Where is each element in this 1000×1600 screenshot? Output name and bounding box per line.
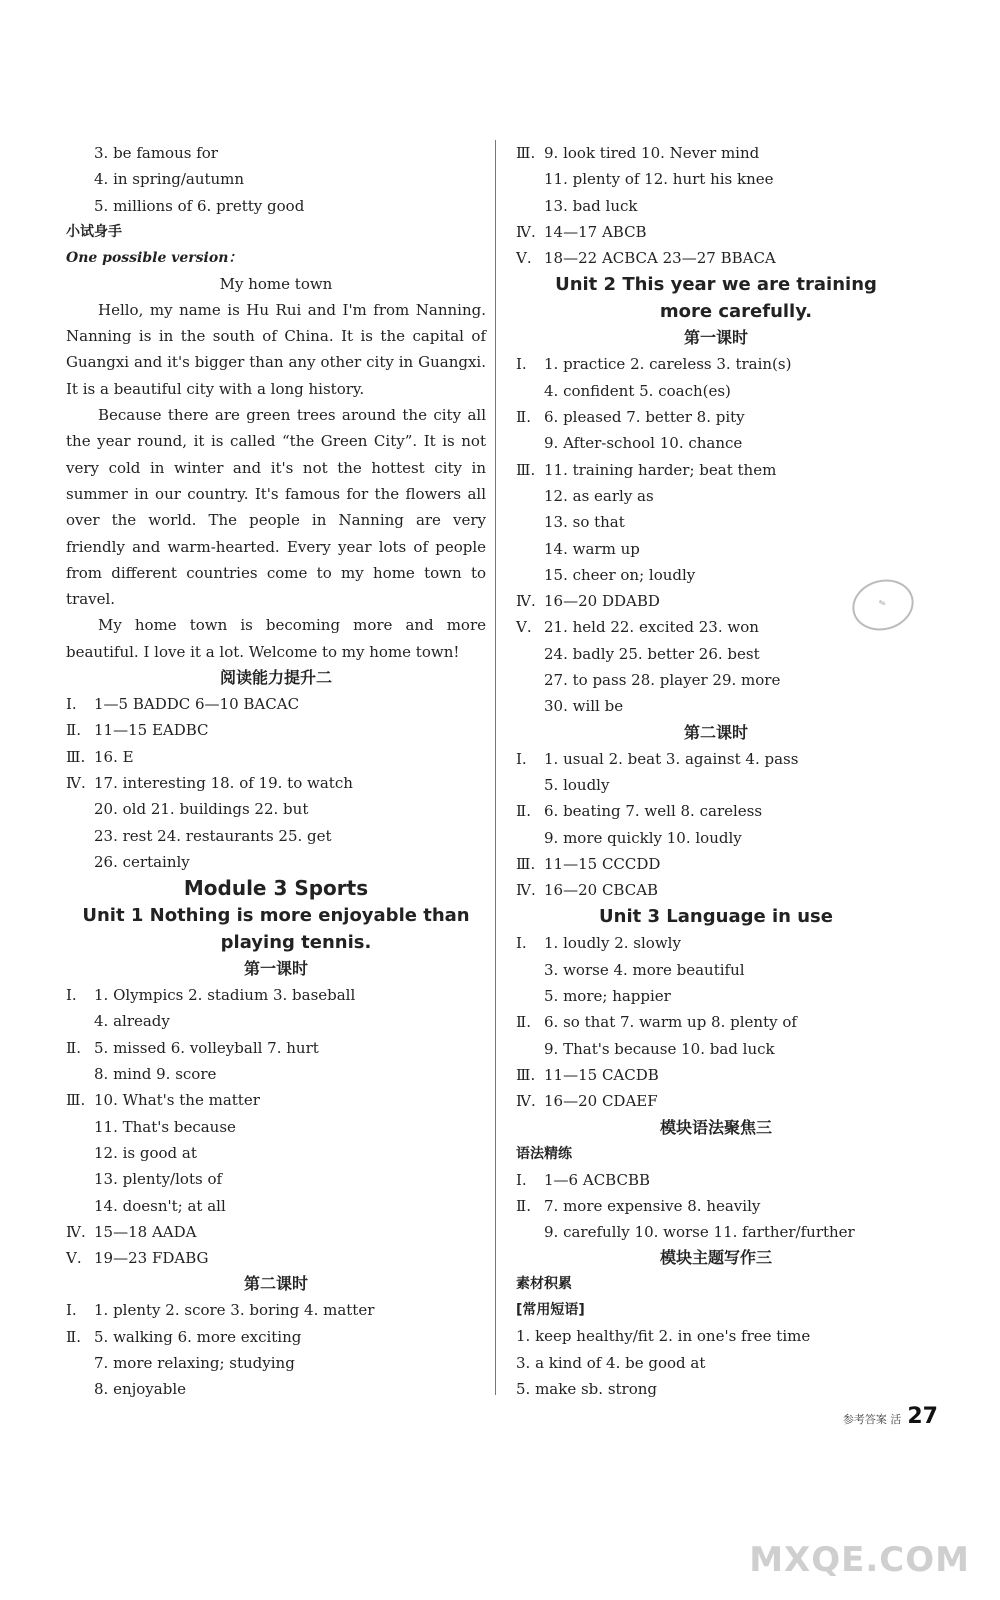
roman-numeral: Ⅳ.: [516, 592, 536, 611]
lesson-answers: [516, 746, 916, 904]
answer-line: [66, 744, 486, 770]
answer-text: 6. beating 7. well 8. careless: [544, 802, 763, 821]
answer-text: 1. plenty 2. score 3. boring 4. matter: [94, 1301, 375, 1320]
answer-line: [66, 1350, 486, 1376]
roman-numeral: Ⅱ.: [516, 1196, 531, 1215]
answer-line: [516, 1088, 916, 1114]
answer-text: 11—15 EADBC: [94, 721, 209, 740]
lesson-answers: [66, 982, 486, 1271]
answer-line: [516, 930, 916, 956]
answer-text: 17. interesting 18. of 19. to watch: [94, 773, 353, 792]
module-title: Module 3 Sports: [183, 876, 369, 901]
roman-numeral: Ⅱ.: [516, 1013, 531, 1032]
section-label: 素材积累: [516, 1276, 572, 1293]
answer-line: [516, 193, 916, 219]
answer-text: 14. doesn't; at all: [94, 1196, 226, 1215]
roman-numeral: Ⅰ.: [516, 355, 527, 374]
answer-line: [66, 796, 486, 822]
section-label: 小试身手: [66, 223, 122, 240]
roman-numeral: Ⅱ.: [66, 1327, 81, 1346]
answer-line: [66, 1166, 486, 1192]
answer-line: 3. be famous for: [94, 144, 218, 162]
answer-text: 7. more expensive 8. heavily: [544, 1196, 761, 1215]
roman-numeral: Ⅰ.: [516, 749, 527, 768]
answer-line: [516, 562, 916, 588]
essay-paragraph: Because there are green trees around the city all the year round, it is called “the Green City”. It is not very cold in winter and it's not the hottest city in summer in our country. It's famous for the flowers all over the world. The people in Nanning are very friendly and warm-hearted. Every year lots of people from different countries come to my home town to travel.: [66, 406, 486, 609]
answer-line: [66, 1376, 486, 1402]
answer-text: 6. so that 7. warm up 8. plenty of: [544, 1013, 797, 1032]
column-divider: [495, 140, 496, 1395]
answer-line: [66, 823, 486, 849]
unit-title-cont: more carefully.: [659, 301, 813, 323]
answer-line: [66, 1114, 486, 1140]
answer-text: 1. practice 2. careless 3. train(s): [544, 355, 792, 374]
unit-title: Unit 2 This year we are training: [555, 274, 877, 296]
answer-text: 16—20 DDABD: [544, 592, 660, 611]
answer-line: [66, 770, 486, 796]
answer-text: 5. walking 6. more exciting: [94, 1327, 302, 1346]
roman-numeral: Ⅴ.: [516, 618, 532, 637]
answer-line: [516, 851, 916, 877]
answer-text: 9. look tired 10. Never mind: [544, 144, 760, 162]
answer-text: 5. missed 6. volleyball 7. hurt: [94, 1038, 319, 1057]
lesson-answers: [516, 351, 916, 719]
answer-text: 27. to pass 28. player 29. more: [544, 671, 781, 690]
answer-text: 9. carefully 10. worse 11. farther/further: [544, 1223, 855, 1242]
answer-text: 16. E: [94, 747, 134, 766]
answer-line: [516, 983, 916, 1009]
answer-line: [66, 1297, 486, 1323]
answer-line: [66, 717, 486, 743]
answer-line: [516, 641, 916, 667]
roman-numeral: Ⅳ.: [516, 881, 536, 900]
answer-text: 3. worse 4. more beautiful: [544, 960, 745, 979]
unit-title: Unit 1 Nothing is more enjoyable than: [82, 905, 470, 927]
roman-numeral: Ⅰ.: [66, 695, 77, 714]
answer-line: [66, 1061, 486, 1087]
answer-line: [516, 1193, 916, 1219]
roman-numeral: Ⅲ.: [516, 460, 536, 479]
unit-title-cont: playing tennis.: [220, 932, 372, 954]
answer-line: [516, 430, 916, 456]
section-title: 阅读能力提升二: [219, 668, 332, 688]
page-footer: [843, 1404, 938, 1429]
roman-numeral: Ⅴ.: [66, 1249, 82, 1268]
page-number: 27: [907, 1404, 938, 1429]
answer-line: [516, 1219, 916, 1245]
roman-numeral: Ⅲ.: [516, 144, 536, 162]
lesson-title: 第一课时: [683, 328, 748, 348]
stamp-mark: ✎: [847, 573, 920, 637]
answer-text: 11. training harder; beat them: [544, 460, 777, 479]
answer-line: 4. in spring/autumn: [94, 170, 245, 189]
roman-numeral: Ⅱ.: [516, 408, 531, 427]
answer-text: 1. loudly 2. slowly: [544, 934, 681, 953]
answer-text: 16—20 CBCAB: [544, 881, 659, 900]
answer-line: [516, 693, 916, 719]
answer-line: [516, 667, 916, 693]
lesson-title: 第二课时: [243, 1274, 308, 1294]
essay-title: My home town: [219, 274, 333, 293]
answer-line: [516, 509, 916, 535]
essay-paragraph: Hello, my name is Hu Rui and I'm from Nanning. Nanning is in the south of China. It is the capital of Guangxi and it's bigger than any other city in Guangxi. It is a beautiful city with a long history.: [66, 300, 486, 398]
answer-text: 9. That's because 10. bad luck: [544, 1039, 775, 1058]
roman-numeral: Ⅳ.: [516, 1092, 536, 1111]
answer-line: [66, 1035, 486, 1061]
answer-text: 5. more; happier: [544, 987, 671, 1006]
answer-text: 5. loudly: [544, 775, 610, 794]
lesson-title: 第一课时: [243, 959, 308, 979]
answer-text: 1. usual 2. beat 3. against 4. pass: [544, 749, 799, 768]
footer-label: 参考答案: [842, 1413, 887, 1426]
answer-line: [516, 245, 916, 271]
answer-text: 4. confident 5. coach(es): [544, 381, 731, 400]
answer-line: [516, 957, 916, 983]
answer-line: [516, 457, 916, 483]
answer-text: 11—15 CCCDD: [544, 854, 661, 873]
answer-line: [516, 825, 916, 851]
answer-text: 8. enjoyable: [94, 1380, 186, 1399]
roman-numeral: Ⅰ.: [66, 1301, 77, 1320]
answer-line: [516, 166, 916, 192]
answer-text: 26. certainly: [94, 852, 190, 871]
answer-line: [66, 982, 486, 1008]
answer-line: [516, 351, 916, 377]
lesson-title: 第二课时: [683, 722, 748, 742]
answer-text: 12. as early as: [544, 486, 654, 505]
answer-line: 5. millions of 6. pretty good: [94, 196, 305, 215]
roman-numeral: Ⅲ.: [516, 1065, 536, 1084]
phrase-line: 1. keep healthy/fit 2. in one's free time: [516, 1327, 811, 1346]
answer-text: 7. more relaxing; studying: [94, 1353, 295, 1372]
answer-text: 23. rest 24. restaurants 25. get: [94, 826, 332, 845]
answer-text: 14. warm up: [544, 539, 640, 558]
answer-line: [66, 1324, 486, 1350]
roman-numeral: Ⅳ.: [66, 1222, 86, 1241]
phrases-label: [常用短语]: [516, 1302, 585, 1319]
roman-numeral: Ⅱ.: [66, 1038, 81, 1057]
section-title: 模块主题写作三: [659, 1248, 772, 1268]
answer-text: 15. cheer on; loudly: [544, 565, 696, 584]
answer-text: 1—6 ACBCBB: [544, 1170, 650, 1189]
answer-text: 24. badly 25. better 26. best: [544, 644, 760, 663]
answer-text: 11—15 CACDB: [544, 1065, 659, 1084]
answer-text: 12. is good at: [94, 1143, 197, 1162]
answer-text: 15—18 AADA: [94, 1222, 197, 1241]
answer-text: 6. pleased 7. better 8. pity: [544, 408, 745, 427]
roman-numeral: Ⅱ.: [516, 802, 531, 821]
answer-line: [516, 1062, 916, 1088]
footer-prefix: 活: [890, 1413, 902, 1426]
roman-numeral: Ⅳ.: [66, 773, 86, 792]
answer-text: 19—23 FDABG: [94, 1249, 209, 1268]
roman-numeral: Ⅰ.: [516, 934, 527, 953]
answer-line: [516, 378, 916, 404]
unit-answers: [516, 930, 916, 1114]
answer-text: 13. plenty/lots of: [94, 1170, 223, 1189]
answer-line: [66, 1219, 486, 1245]
answer-line: [516, 798, 916, 824]
phrase-line: 5. make sb. strong: [516, 1379, 658, 1398]
answer-text: 1—5 BADDC 6—10 BACAC: [94, 695, 300, 714]
section-label: 语法精练: [516, 1145, 572, 1162]
lesson-answers: [66, 1297, 486, 1402]
answer-text: 13. bad luck: [544, 196, 638, 215]
answer-line: [66, 1087, 486, 1113]
answer-line: [516, 140, 916, 166]
answer-text: 11. That's because: [94, 1117, 236, 1136]
answer-line: [66, 1193, 486, 1219]
reading-answers: [66, 691, 486, 875]
answer-text: 18—22 ACBCA 23—27 BBACA: [544, 249, 776, 268]
answer-text: 9. After-school 10. chance: [544, 434, 743, 453]
section-title: 模块语法聚焦三: [659, 1117, 772, 1137]
answer-line: [516, 746, 916, 772]
answer-line: [66, 849, 486, 875]
answer-line: [516, 772, 916, 798]
answer-line: [66, 1008, 486, 1034]
answer-text: 8. mind 9. score: [94, 1065, 217, 1084]
answer-line: [516, 1009, 916, 1035]
watermark: MXQE.COM: [749, 1540, 970, 1580]
left-column: [66, 140, 486, 1403]
answer-line: [516, 404, 916, 430]
answer-text: 14—17 ABCB: [544, 222, 647, 241]
answer-line: [66, 1140, 486, 1166]
roman-numeral: Ⅰ.: [516, 1170, 527, 1189]
answer-text: 1. Olympics 2. stadium 3. baseball: [94, 986, 356, 1005]
right-column: [516, 140, 916, 1402]
answer-text: 9. more quickly 10. loudly: [544, 828, 742, 847]
roman-numeral: Ⅳ.: [516, 222, 536, 241]
answer-line: [66, 691, 486, 717]
answer-text: 4. already: [94, 1012, 170, 1031]
answer-line: [516, 1036, 916, 1062]
answers-continued: [516, 140, 916, 271]
answer-text: 16—20 CDAEF: [544, 1092, 658, 1111]
answer-line: [66, 1245, 486, 1271]
answer-text: 21. held 22. excited 23. won: [544, 618, 759, 637]
grammar-answers: [516, 1167, 916, 1246]
answer-line: [516, 877, 916, 903]
answer-text: 30. will be: [544, 697, 624, 716]
phrase-line: 3. a kind of 4. be good at: [516, 1353, 706, 1372]
answer-text: 20. old 21. buildings 22. but: [94, 800, 309, 819]
answer-text: 11. plenty of 12. hurt his knee: [544, 170, 774, 189]
roman-numeral: Ⅲ.: [66, 1091, 86, 1110]
roman-numeral: Ⅰ.: [66, 986, 77, 1005]
unit-title: Unit 3 Language in use: [599, 906, 833, 928]
essay-paragraph: My home town is becoming more and more beautiful. I love it a lot. Welcome to my home town!: [66, 616, 486, 661]
answer-text: 13. so that: [544, 513, 625, 532]
answer-line: [516, 536, 916, 562]
roman-numeral: Ⅴ.: [516, 249, 532, 268]
roman-numeral: Ⅲ.: [516, 854, 536, 873]
answer-line: [516, 219, 916, 245]
version-label: One possible version：: [66, 249, 243, 266]
roman-numeral: Ⅲ.: [66, 747, 86, 766]
roman-numeral: Ⅱ.: [66, 721, 81, 740]
answer-line: [516, 483, 916, 509]
answer-text: 10. What's the matter: [94, 1091, 260, 1110]
answer-line: [516, 1167, 916, 1193]
